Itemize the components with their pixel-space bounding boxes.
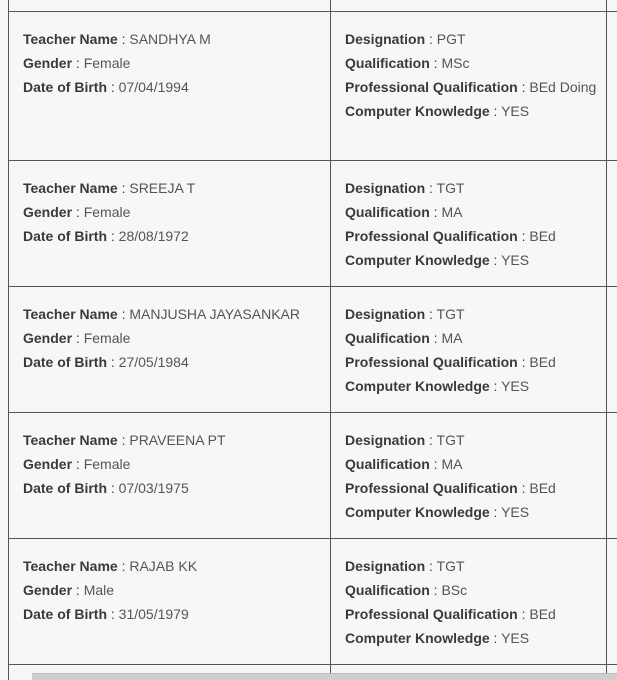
teacher-personal-cell (9, 161, 331, 287)
computer-knowledge-line (345, 500, 606, 524)
gender-value: Female (83, 204, 131, 220)
previous-row-border (8, 0, 617, 11)
label-separator: : (429, 582, 442, 598)
gender-value: Male (83, 582, 115, 598)
label-separator: : (489, 504, 502, 520)
designation-line (345, 27, 606, 51)
label-separator: : (489, 252, 502, 268)
computer-knowledge-line (345, 374, 606, 398)
qualification-label: Qualification (345, 330, 430, 346)
label-separator: : (489, 378, 502, 394)
designation-line (345, 428, 606, 452)
designation-label: Designation (345, 31, 426, 47)
computer-knowledge-value: YES (501, 504, 530, 520)
label-separator: : (72, 456, 84, 472)
computer-knowledge-line (345, 248, 606, 272)
teacher-name-line (23, 554, 330, 578)
prof-qualification-value: BEd (529, 606, 556, 622)
qualification-value: MA (441, 204, 463, 220)
designation-line (345, 176, 606, 200)
label-separator: : (425, 31, 437, 47)
dob-label: Date of Birth (23, 606, 107, 622)
label-separator: : (425, 180, 437, 196)
teacher-qualification-cell (331, 161, 607, 287)
prof-qualification-line (345, 224, 606, 248)
dob-value: 31/05/1979 (118, 606, 189, 622)
column-divider (330, 0, 331, 11)
teacher-name-value: MANJUSHA JAYASANKAR (129, 306, 300, 322)
teacher-name-line (23, 302, 330, 326)
dob-value: 28/08/1972 (118, 228, 189, 244)
teacher-personal-cell (9, 287, 331, 413)
gender-line (23, 452, 330, 476)
gender-line (23, 200, 330, 224)
qualification-label: Qualification (345, 582, 430, 598)
qualification-label: Qualification (345, 456, 430, 472)
teacher-qualification-cell (331, 287, 607, 413)
teacher-row (9, 161, 617, 287)
overflow-column-cell (607, 539, 617, 665)
gender-label: Gender (23, 456, 73, 472)
qualification-line (345, 578, 606, 602)
overflow-column-cell (607, 161, 617, 287)
qualification-label: Qualification (345, 55, 430, 71)
teacher-name-value: PRAVEENA PT (129, 432, 226, 448)
label-separator: : (429, 55, 442, 71)
dob-line (23, 350, 330, 374)
label-separator: : (425, 432, 437, 448)
designation-label: Designation (345, 306, 426, 322)
computer-knowledge-line (345, 99, 606, 123)
qualification-value: BSc (441, 582, 468, 598)
qualification-value: MA (441, 456, 463, 472)
label-separator: : (107, 79, 119, 95)
teacher-name-line (23, 27, 330, 51)
designation-label: Designation (345, 180, 426, 196)
qualification-line (345, 200, 606, 224)
designation-line (345, 554, 606, 578)
overflow-column-cell (607, 287, 617, 413)
computer-knowledge-label: Computer Knowledge (345, 103, 490, 119)
teacher-name-label: Teacher Name (23, 306, 118, 322)
teacher-row (9, 539, 617, 665)
gender-value: Female (83, 55, 131, 71)
label-separator: : (107, 354, 119, 370)
prof-qualification-label: Professional Qualification (345, 79, 518, 95)
label-separator: : (117, 31, 130, 47)
dob-label: Date of Birth (23, 480, 107, 496)
teacher-personal-cell (9, 12, 331, 161)
designation-line (345, 302, 606, 326)
teacher-name-value: RAJAB KK (129, 558, 198, 574)
label-separator: : (489, 103, 502, 119)
horizontal-scrollbar[interactable] (32, 673, 617, 680)
gender-value: Female (83, 456, 131, 472)
label-separator: : (117, 306, 130, 322)
teacher-qualification-cell (331, 413, 607, 539)
designation-value: TGT (436, 180, 465, 196)
label-separator: : (429, 456, 442, 472)
label-separator: : (517, 606, 530, 622)
label-separator: : (517, 228, 530, 244)
prof-qualification-line (345, 350, 606, 374)
qualification-value: MA (441, 330, 463, 346)
teacher-row (9, 413, 617, 539)
computer-knowledge-value: YES (501, 378, 530, 394)
gender-label: Gender (23, 204, 73, 220)
gender-line (23, 51, 330, 75)
teacher-personal-cell (9, 413, 331, 539)
dob-line (23, 224, 330, 248)
teacher-qualification-cell (331, 539, 607, 665)
column-divider (606, 0, 607, 11)
qualification-value: MSc (441, 55, 470, 71)
designation-value: TGT (436, 432, 465, 448)
prof-qualification-line (345, 476, 606, 500)
qualification-line (345, 326, 606, 350)
qualification-label: Qualification (345, 204, 430, 220)
teacher-row (9, 12, 617, 161)
gender-line (23, 578, 330, 602)
prof-qualification-value: BEd (529, 354, 556, 370)
designation-value: PGT (436, 31, 466, 47)
gender-value: Female (83, 330, 131, 346)
prof-qualification-label: Professional Qualification (345, 228, 518, 244)
prof-qualification-value: BEd (529, 480, 556, 496)
computer-knowledge-label: Computer Knowledge (345, 252, 490, 268)
label-separator: : (117, 558, 130, 574)
teacher-row (9, 287, 617, 413)
teacher-name-line (23, 428, 330, 452)
teacher-name-label: Teacher Name (23, 31, 118, 47)
designation-value: TGT (436, 558, 465, 574)
label-separator: : (72, 204, 84, 220)
label-separator: : (425, 306, 437, 322)
label-separator: : (429, 204, 442, 220)
label-separator: : (107, 480, 119, 496)
teacher-name-label: Teacher Name (23, 558, 118, 574)
label-separator: : (72, 330, 84, 346)
label-separator: : (117, 180, 130, 196)
label-separator: : (72, 582, 84, 598)
label-separator: : (107, 606, 119, 622)
dob-line (23, 476, 330, 500)
label-separator: : (107, 228, 119, 244)
qualification-line (345, 51, 606, 75)
computer-knowledge-label: Computer Knowledge (345, 504, 490, 520)
prof-qualification-label: Professional Qualification (345, 354, 518, 370)
dob-label: Date of Birth (23, 228, 107, 244)
overflow-column-cell (607, 413, 617, 539)
teacher-name-label: Teacher Name (23, 432, 118, 448)
label-separator: : (429, 330, 442, 346)
dob-line (23, 75, 330, 99)
dob-value: 27/05/1984 (118, 354, 189, 370)
dob-value: 07/03/1975 (118, 480, 189, 496)
computer-knowledge-value: YES (501, 103, 530, 119)
gender-label: Gender (23, 330, 73, 346)
computer-knowledge-value: YES (501, 630, 530, 646)
prof-qualification-line (345, 75, 606, 99)
teacher-name-value: SREEJA T (129, 180, 196, 196)
label-separator: : (425, 558, 437, 574)
gender-label: Gender (23, 582, 73, 598)
prof-qualification-line (345, 602, 606, 626)
dob-line (23, 602, 330, 626)
dob-label: Date of Birth (23, 354, 107, 370)
teacher-name-label: Teacher Name (23, 180, 118, 196)
dob-label: Date of Birth (23, 79, 107, 95)
computer-knowledge-line (345, 626, 606, 650)
designation-label: Designation (345, 432, 426, 448)
label-separator: : (517, 480, 530, 496)
teacher-table (8, 11, 617, 680)
computer-knowledge-label: Computer Knowledge (345, 378, 490, 394)
computer-knowledge-label: Computer Knowledge (345, 630, 490, 646)
teacher-name-line (23, 176, 330, 200)
designation-value: TGT (436, 306, 465, 322)
prof-qualification-value: BEd (529, 228, 556, 244)
prof-qualification-label: Professional Qualification (345, 480, 518, 496)
teacher-personal-cell (9, 539, 331, 665)
overflow-column-cell (607, 12, 617, 161)
label-separator: : (517, 79, 530, 95)
prof-qualification-value: BEd Doing (529, 79, 597, 95)
dob-value: 07/04/1994 (118, 79, 189, 95)
computer-knowledge-value: YES (501, 252, 530, 268)
label-separator: : (489, 630, 502, 646)
teacher-qualification-cell (331, 12, 607, 161)
label-separator: : (72, 55, 84, 71)
qualification-line (345, 452, 606, 476)
teacher-table-body (9, 12, 617, 680)
label-separator: : (117, 432, 130, 448)
teacher-name-value: SANDHYA M (129, 31, 211, 47)
prof-qualification-label: Professional Qualification (345, 606, 518, 622)
designation-label: Designation (345, 558, 426, 574)
label-separator: : (517, 354, 530, 370)
gender-line (23, 326, 330, 350)
gender-label: Gender (23, 55, 73, 71)
